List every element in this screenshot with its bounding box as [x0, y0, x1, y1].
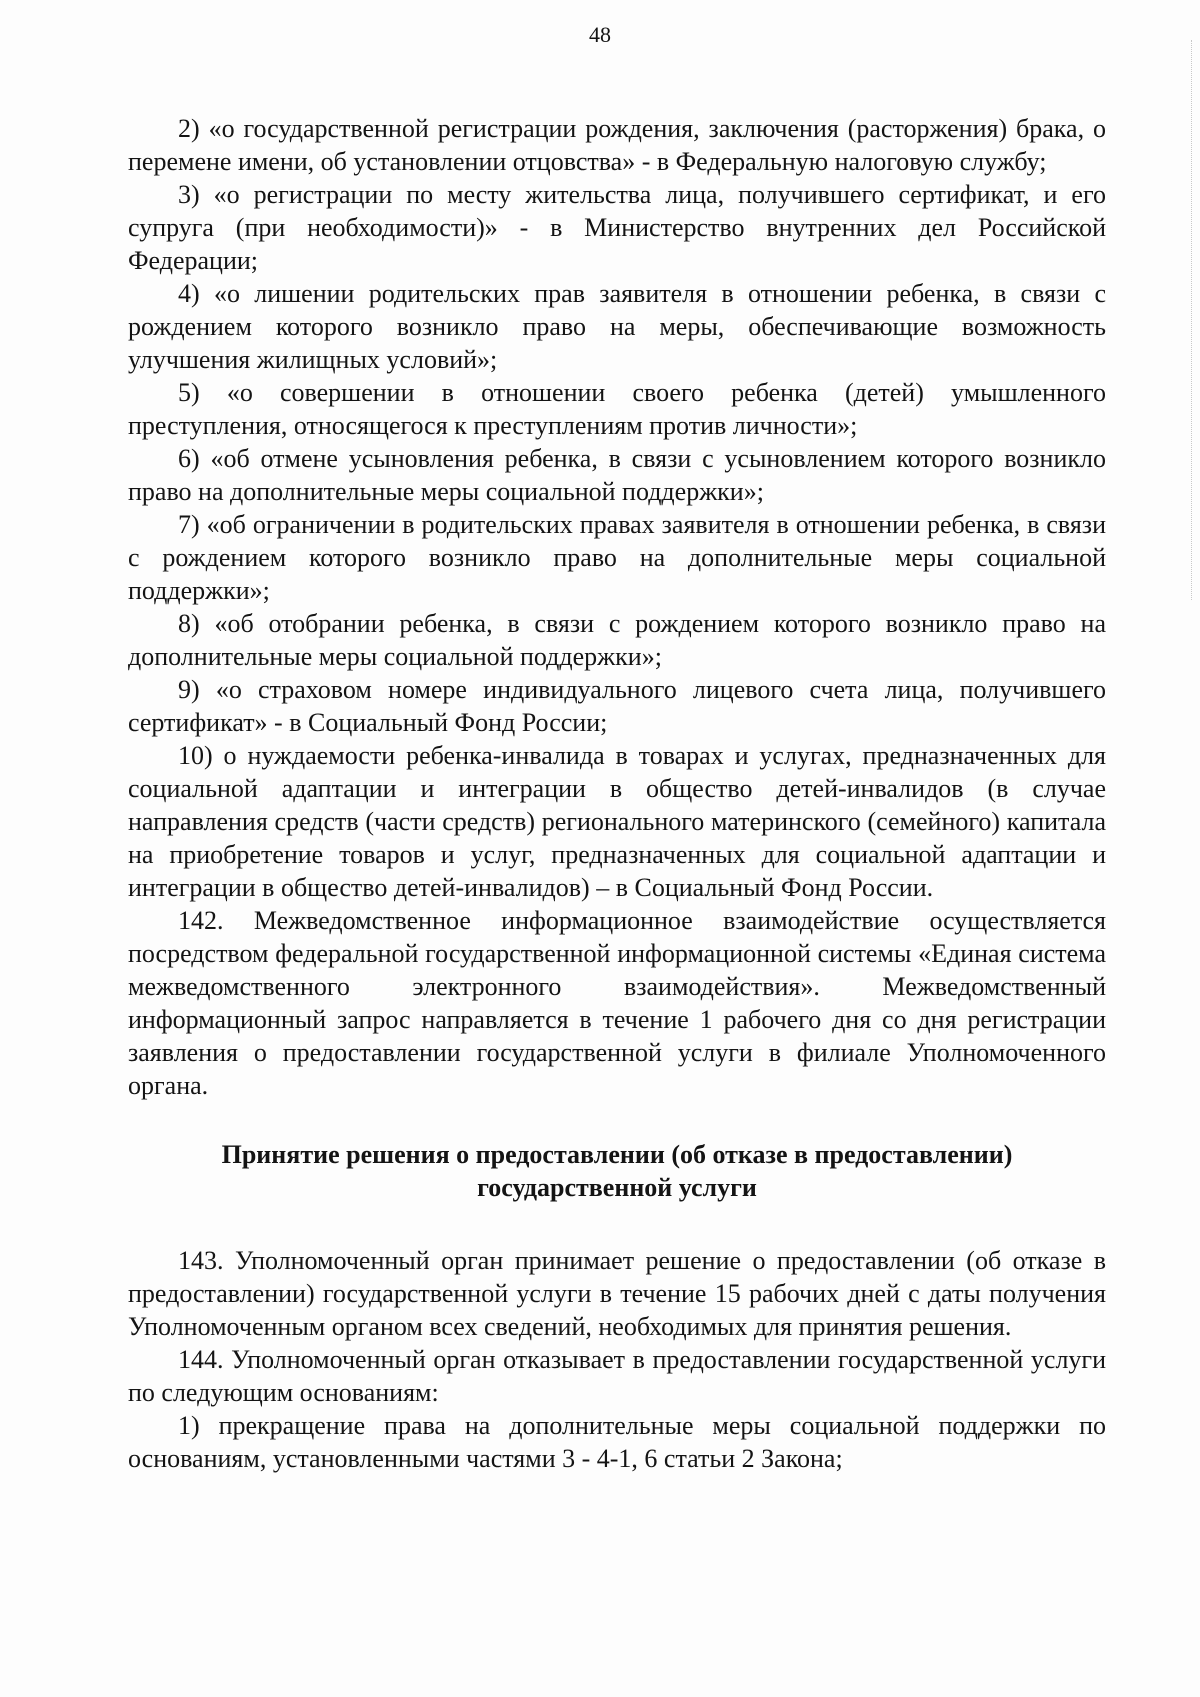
- clause-142: 142. Межведомственное информационное взаимодействие осуществляется посредством федеральной государственной информационной системы «Единая система межведомственного электронного взаимодействия». Межведомственный информационный запрос направляется в течение 1 рабочего дня со дня регистрации заявления о предоставлении государственной услуги в филиале Уполномоченного органа.: [128, 906, 1106, 1100]
- list-item-8: 8) «об отобрании ребенка, в связи с рождением которого возникло право на дополнительные меры социальной поддержки»;: [128, 609, 1106, 671]
- scan-edge-artifact: [1189, 40, 1192, 600]
- list-item-2: 2) «о государственной регистрации рождения, заключения (расторжения) брака, о перемене имени, об установлении отцовства» - в Федеральную налоговую службу;: [128, 114, 1106, 176]
- list-item-5: 5) «о совершении в отношении своего ребенка (детей) умышленного преступления, относящегося к преступлениям против личности»;: [128, 378, 1106, 440]
- list-item-6: 6) «об отмене усыновления ребенка, в связи с усыновлением которого возникло право на дополнительные меры социальной поддержки»;: [128, 444, 1106, 506]
- list-item-10: 10) о нуждаемости ребенка-инвалида в товарах и услугах, предназначенных для социальной адаптации и интеграции в общество детей-инвалидов (в случае направления средств (части средств) регионального материнского (семейного) капитала на приобретение товаров и услуг, предназначенных для социальной адаптации и интеграции в общество детей-инвалидов) – в Социальный Фонд России.: [128, 741, 1106, 902]
- section-heading: Принятие решения о предоставлении (об отказе в предоставлении) государственной услуги: [221, 1140, 1013, 1202]
- list-item-9: 9) «о страховом номере индивидуального лицевого счета лица, получившего сертификат» - в Социальный Фонд России;: [128, 675, 1106, 737]
- list-item-3: 3) «о регистрации по месту жительства лица, получившего сертификат, и его супруга (при необходимости)» - в Министерство внутренних дел Российской Федерации;: [128, 180, 1106, 275]
- clause-144-item-1: 1) прекращение права на дополнительные меры социальной поддержки по основаниям, установленными частями 3 - 4-1, 6 статьи 2 Закона;: [128, 1411, 1106, 1473]
- clause-143: 143. Уполномоченный орган принимает решение о предоставлении (об отказе в предоставлении) государственной услуги в течение 15 рабочих дней с даты получения Уполномоченным органом всех сведений, необходимых для принятия решения.: [128, 1246, 1106, 1341]
- clause-144: 144. Уполномоченный орган отказывает в предоставлении государственной услуги по следующим основаниям:: [128, 1345, 1106, 1407]
- list-item-7: 7) «об ограничении в родительских правах заявителя в отношении ребенка, в связи с рождением которого возникло право на дополнительные меры социальной поддержки»;: [128, 510, 1106, 605]
- list-item-4: 4) «о лишении родительских прав заявителя в отношении ребенка, в связи с рождением которого возникло право на меры, обеспечивающие возможность улучшения жилищных условий»;: [128, 279, 1106, 374]
- page-number: 48: [589, 22, 611, 47]
- document-body: [128, 112, 1106, 1475]
